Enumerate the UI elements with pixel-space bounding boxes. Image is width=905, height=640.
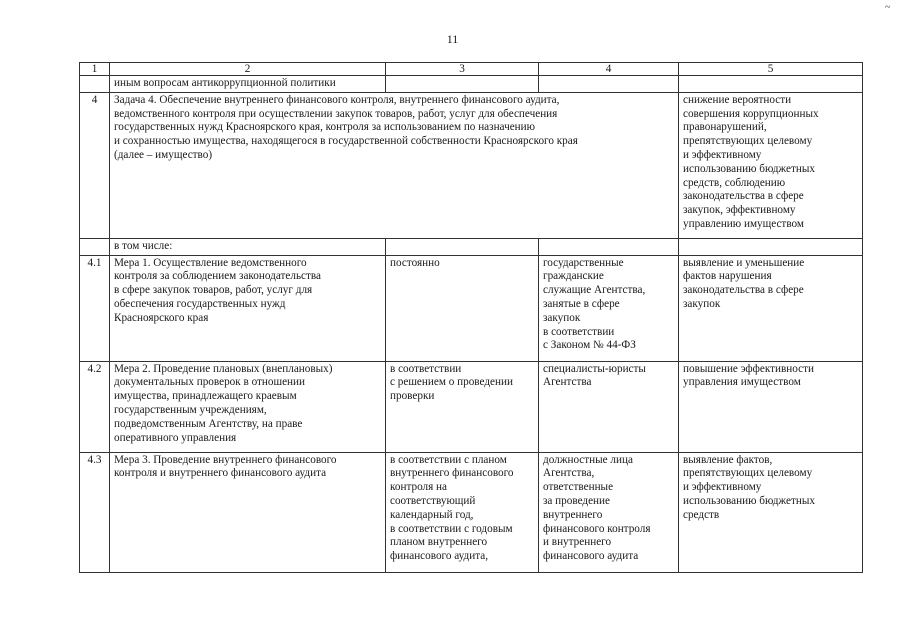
continuation-text: иным вопросам антикоррупционной политики xyxy=(110,76,386,93)
responsible-text: должностные лица Агентства, ответственные за проведение внутреннего финансового контроля и внутреннего финансового аудита xyxy=(539,452,679,572)
table-row xyxy=(80,361,863,452)
column-number-row xyxy=(80,63,863,76)
result-text: выявление фактов, препятствующих целевому и эффективному использованию бюджетных средств xyxy=(679,452,863,572)
page-number: 11 xyxy=(446,32,459,46)
table-row xyxy=(80,255,863,361)
column-number: 5 xyxy=(679,63,863,76)
subheading-text: в том числе: xyxy=(110,238,386,255)
responsible-text: государственные гражданские служащие Агентства, занятые в сфере закупок в соответствии с Законом № 44-ФЗ xyxy=(539,255,679,361)
deadline-text: в соответствии с решением о проведении проверки xyxy=(386,361,539,452)
row-number: 4.2 xyxy=(80,361,110,452)
responsible-text: специалисты-юристы Агентства xyxy=(539,361,679,452)
row-number: 4.3 xyxy=(80,452,110,572)
column-number: 2 xyxy=(110,63,386,76)
column-number: 1 xyxy=(80,63,110,76)
deadline-text: в соответствии с планом внутреннего финансового контроля на соответствующий календарный год, в соответствии с годовым планом внутреннего финансового аудита, xyxy=(386,452,539,572)
measure-text: Мера 1. Осуществление ведомственного контроля за соблюдением законодательства в сфере закупок товаров, работ, услуг для обеспечения государственных нужд Красноярского края xyxy=(110,255,386,361)
task-text: Задача 4. Обеспечение внутреннего финансового контроля, внутреннего финансового аудита, ведомственного контроля при осуществлении закупок товаров, работ, услуг для обеспечения государственных нужд Красноярского края, контроля за использованием по назначению и сохранностью имущества, находящегося в государственной собственности Красноярского края (далее – имущество) xyxy=(110,92,679,238)
result-text: выявление и уменьшение фактов нарушения законодательства в сфере закупок xyxy=(679,255,863,361)
row-number: 4.1 xyxy=(80,255,110,361)
result-text: повышение эффективности управления имуществом xyxy=(679,361,863,452)
task-result: снижение вероятности совершения коррупционных правонарушений, препятствующих целевому и эффективному использованию бюджетных средств, соблюдению законодательства в сфере закупок, эффективному управлению имуществом xyxy=(679,92,863,238)
task-row xyxy=(80,92,863,238)
measure-text: Мера 3. Проведение внутреннего финансового контроля и внутреннего финансового аудита xyxy=(110,452,386,572)
subheading-row xyxy=(80,238,863,255)
measure-text: Мера 2. Проведение плановых (внеплановых) документальных проверок в отношении имущества, принадлежащего краевым государственным учреждениям, подведомственным Агентству, на праве оперативного управления xyxy=(110,361,386,452)
deadline-text: постоянно xyxy=(386,255,539,361)
table-row xyxy=(80,452,863,572)
column-number: 4 xyxy=(539,63,679,76)
continuation-row xyxy=(80,76,863,93)
corner-mark: ~ xyxy=(885,2,891,13)
column-number: 3 xyxy=(386,63,539,76)
row-number: 4 xyxy=(80,92,110,238)
measures-table xyxy=(79,62,863,573)
